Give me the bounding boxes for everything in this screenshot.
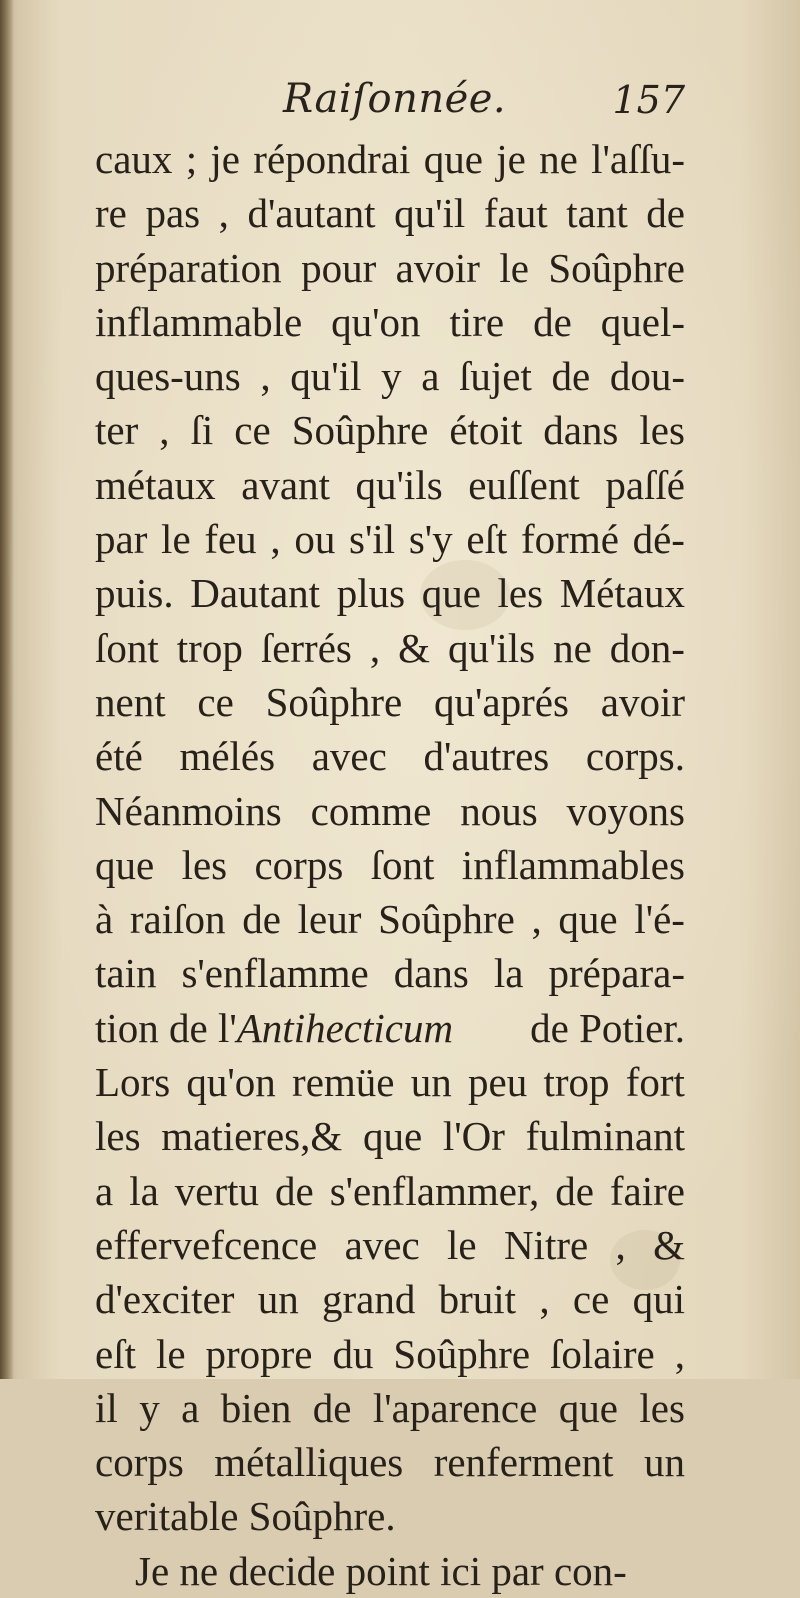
text-line: [95, 132, 685, 186]
word: pour: [301, 244, 377, 291]
line-text: [95, 295, 685, 349]
word: eſt: [95, 1330, 136, 1377]
word: les: [639, 407, 685, 454]
word: un: [410, 1059, 452, 1106]
word: la: [129, 1167, 159, 1214]
word: fulminant: [525, 1113, 685, 1160]
word: ,: [369, 624, 381, 671]
word: Soûphre: [548, 244, 685, 291]
word: Soûphre: [265, 678, 403, 725]
word: qu'ils: [355, 461, 443, 508]
word: leur: [297, 896, 362, 943]
line-text-segment: tion de l': [95, 1004, 237, 1051]
word: ne: [539, 136, 578, 182]
word: ,: [159, 407, 170, 454]
word: qu'on: [186, 1059, 276, 1106]
page-number: 157: [612, 78, 685, 122]
line-text: [95, 1109, 685, 1163]
word: matieres,&: [161, 1113, 343, 1160]
word: propre: [205, 1330, 313, 1377]
line-text: [95, 1218, 685, 1272]
word: ſerrés: [260, 624, 352, 671]
word: que: [95, 841, 155, 888]
text-line: [95, 1435, 685, 1489]
word: ,: [218, 190, 229, 237]
word: de: [242, 896, 281, 943]
word: que: [558, 896, 618, 943]
word: Néanmoins: [95, 787, 282, 834]
text-line: [95, 1164, 685, 1218]
word: Lors: [95, 1059, 171, 1106]
word: Nitre: [503, 1221, 589, 1268]
word: inflammable: [95, 298, 303, 345]
word: qui: [632, 1276, 685, 1323]
word: de: [533, 298, 572, 345]
word: à: [95, 896, 114, 943]
word: plus: [336, 570, 406, 617]
text-line: [95, 1001, 685, 1055]
word: par: [95, 516, 148, 563]
word: tire: [449, 298, 505, 345]
word: que: [558, 1384, 618, 1431]
line-text: [95, 512, 685, 566]
word: dou-: [609, 353, 685, 400]
word: de: [646, 190, 685, 237]
text-line: [95, 784, 685, 838]
word: corps: [95, 1439, 184, 1486]
word: ce: [234, 407, 271, 454]
word: l'aparence: [372, 1384, 538, 1431]
word: de: [312, 1384, 352, 1431]
word: ,: [270, 516, 281, 563]
word: l'é-: [634, 896, 685, 943]
word: avoir: [395, 244, 480, 291]
word: pas: [145, 190, 201, 237]
body-text: [95, 132, 685, 1598]
word: peu: [468, 1059, 528, 1106]
word: a: [95, 1167, 114, 1214]
word: formé: [521, 516, 619, 563]
word: les: [95, 1113, 141, 1160]
word: ,: [531, 896, 542, 943]
word: ,: [615, 1221, 626, 1268]
word: le: [447, 1221, 477, 1268]
word: nent: [95, 678, 166, 725]
book-spine-shadow: [0, 0, 14, 1379]
word: je: [496, 136, 526, 182]
line-text: [95, 1272, 685, 1326]
word: répondrai: [253, 136, 411, 182]
word: l'aſſu-: [591, 136, 685, 182]
word: prépara-: [548, 950, 685, 997]
word: Soûphre: [378, 896, 515, 943]
word: effervefcence: [95, 1221, 318, 1268]
word: puis.: [95, 570, 174, 617]
line-text: veritable Soûphre.: [95, 1493, 396, 1540]
line-text: [95, 1327, 685, 1381]
word: de: [555, 1167, 594, 1214]
word: dans: [543, 407, 619, 454]
line-text: [95, 946, 685, 1000]
word: grand: [321, 1276, 416, 1323]
text-line: [95, 946, 685, 1000]
text-line: [95, 1544, 685, 1598]
word: avant: [241, 461, 331, 508]
word: le: [161, 516, 191, 563]
word: s'il: [349, 516, 396, 563]
word: ne: [553, 624, 592, 671]
word: de: [551, 353, 591, 400]
word: étoit: [449, 407, 523, 454]
word: nous: [460, 787, 538, 834]
word: ;: [185, 136, 198, 182]
text-line: [95, 729, 685, 783]
text-line: [95, 1218, 685, 1272]
word: du: [332, 1330, 374, 1377]
word: que: [421, 570, 481, 617]
word: fort: [625, 1059, 685, 1106]
word: y: [381, 353, 402, 400]
word: vertu: [174, 1167, 260, 1214]
word: d'autres: [423, 733, 550, 780]
italic-term: Antihecticum: [236, 1004, 454, 1051]
word: voyons: [566, 787, 685, 834]
word: Métaux: [559, 570, 685, 617]
word: trop: [543, 1059, 610, 1106]
text-line: [95, 1327, 685, 1381]
word: remüe: [292, 1059, 395, 1106]
word: les: [639, 1384, 685, 1431]
word: préparation: [95, 244, 282, 291]
word: quel-: [600, 298, 685, 345]
word: les: [181, 841, 228, 888]
text-line: [95, 1109, 685, 1163]
word: qu'ils: [447, 624, 536, 671]
word: le: [499, 244, 529, 291]
word: comme: [310, 787, 432, 834]
line-text: [95, 1001, 453, 1055]
line-text: [95, 784, 685, 838]
line-text: [95, 566, 685, 620]
word: le: [155, 1330, 186, 1377]
word: bien: [220, 1384, 292, 1431]
word: avec: [311, 733, 387, 780]
word: la: [493, 950, 524, 997]
word: qu'on: [331, 298, 421, 345]
word: ter: [95, 407, 139, 454]
word: l'Or: [442, 1113, 505, 1160]
word: que: [362, 1113, 423, 1160]
word: faire: [609, 1167, 685, 1214]
word: tain: [95, 950, 157, 997]
line-text: [95, 403, 685, 457]
line-text: [95, 1164, 685, 1218]
text-line: [95, 675, 685, 729]
word: raiſon: [129, 896, 226, 943]
word: avoir: [600, 678, 685, 725]
text-line: [95, 1272, 685, 1326]
word: s'y: [408, 516, 453, 563]
word: euſſent: [468, 461, 580, 508]
text-line: [95, 186, 685, 240]
line-text-segment: de Potier.: [530, 1004, 685, 1051]
line-text: Je ne decide point ici par con-: [135, 1547, 627, 1594]
line-text: [95, 186, 685, 240]
line-text: [95, 729, 685, 783]
text-line: [95, 241, 685, 295]
text-line: [95, 1055, 685, 1109]
word: trop: [176, 624, 243, 671]
word: qu'aprés: [434, 678, 569, 725]
word: été: [95, 733, 143, 780]
line-text: [95, 1381, 685, 1435]
text-line: [95, 566, 685, 620]
text-line: [95, 512, 685, 566]
word: un: [257, 1276, 299, 1323]
text-line: [95, 458, 685, 512]
word: ſont: [95, 624, 159, 671]
word: ,: [260, 353, 271, 400]
line-text: [95, 349, 685, 403]
line-text: [95, 132, 685, 186]
line-text: [95, 458, 685, 512]
word: métaux: [95, 461, 216, 508]
word: que: [423, 136, 483, 182]
word: ſont: [370, 841, 435, 888]
word: renferment: [433, 1439, 614, 1486]
word: s'enflamme: [181, 950, 369, 997]
word: il: [95, 1384, 118, 1431]
text-line: [95, 892, 685, 946]
word: qu'il: [394, 190, 466, 237]
word: faut: [483, 190, 548, 237]
word: dans: [393, 950, 469, 997]
word: ſolaire: [550, 1330, 655, 1377]
word: ou: [294, 516, 336, 563]
word: les: [497, 570, 544, 617]
text-line: [95, 295, 685, 349]
word: ſi: [190, 407, 214, 454]
word: ce: [572, 1276, 610, 1323]
word: feu: [204, 516, 257, 563]
line-text: [95, 1055, 685, 1109]
line-text: [95, 838, 685, 892]
line-text: [95, 1435, 685, 1489]
word: corps: [254, 841, 344, 888]
word: paſſé: [605, 461, 685, 508]
word: ſujet: [459, 353, 532, 400]
text-line: [95, 349, 685, 403]
line-text: [95, 621, 685, 675]
line-text: [95, 675, 685, 729]
word: ,: [674, 1330, 685, 1377]
word: tant: [566, 190, 628, 237]
word: y: [139, 1384, 160, 1431]
word: je: [210, 136, 240, 182]
word: &: [398, 624, 430, 671]
word: un: [643, 1439, 685, 1486]
line-text: [95, 241, 685, 295]
word: ,: [539, 1276, 550, 1323]
word: avec: [344, 1221, 420, 1268]
word: a: [421, 353, 440, 400]
word: eſt: [466, 516, 508, 563]
text-line: [95, 1381, 685, 1435]
word: ques-uns: [95, 353, 241, 400]
word: d'exciter: [95, 1276, 235, 1323]
word: a: [181, 1384, 200, 1431]
word: corps.: [585, 733, 685, 780]
running-title: Raiſonnée.: [283, 76, 507, 122]
word: inflammables: [461, 841, 685, 888]
word: re: [95, 190, 127, 237]
word: don-: [609, 624, 685, 671]
word: d'autant: [247, 190, 376, 237]
page-header: [95, 72, 685, 128]
word: métalliques: [214, 1439, 404, 1486]
line-text: [95, 892, 685, 946]
word: qu'il: [290, 353, 362, 400]
word: dé-: [632, 516, 685, 563]
word: s'enflammer,: [329, 1167, 540, 1214]
word: ce: [197, 678, 234, 725]
word: &: [653, 1221, 685, 1268]
word: bruit: [438, 1276, 517, 1323]
text-line: [95, 403, 685, 457]
word: caux: [95, 136, 173, 182]
word: Dautant: [190, 570, 321, 617]
text-line: [95, 1489, 685, 1543]
text-line: [95, 838, 685, 892]
word: Soûphre: [291, 407, 429, 454]
word: Soûphre: [393, 1330, 531, 1377]
word: de: [275, 1167, 314, 1214]
word: mélés: [179, 733, 276, 780]
text-line: [95, 621, 685, 675]
